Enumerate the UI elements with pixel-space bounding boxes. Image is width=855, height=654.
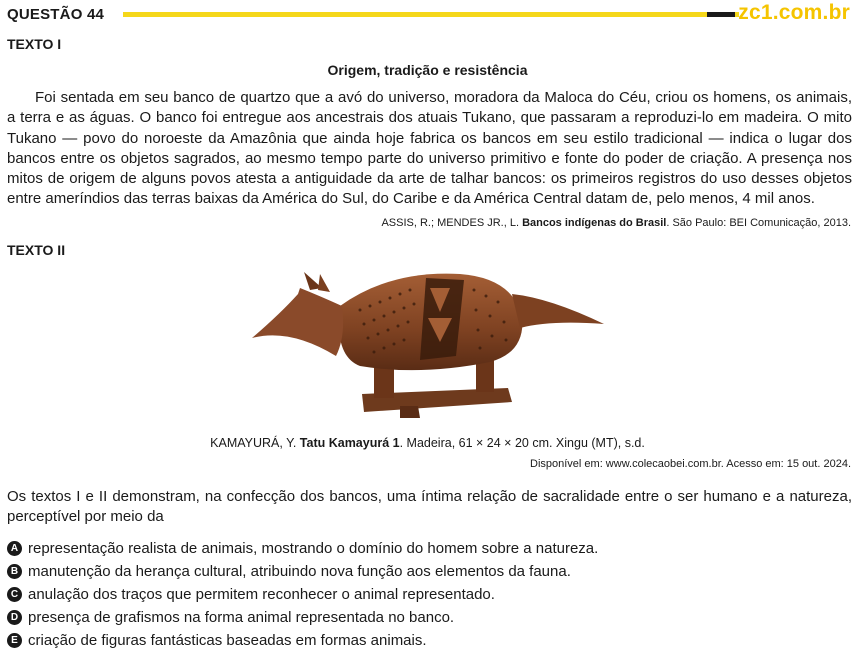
question-stem: Os textos I e II demonstram, na confecção dos bancos, uma íntima relação de sacralidade entre o ser humano e a natureza, perceptível por meio da	[7, 488, 852, 526]
option-e-text: criação de figuras fantásticas baseadas em formas animais.	[28, 632, 427, 649]
option-a-badge: A	[7, 541, 22, 556]
option-d-text: presença de grafismos na forma animal representada no banco.	[28, 609, 455, 626]
armadillo-head	[252, 288, 343, 356]
image-source: Disponível em: www.colecaobei.com.br. Acesso em: 15 out. 2024.	[530, 458, 851, 470]
header	[7, 1, 852, 26]
image-caption	[0, 436, 855, 450]
text1-label: TEXTO I	[7, 36, 62, 52]
armadillo-tail	[512, 294, 604, 328]
answer-options	[7, 537, 852, 652]
caption-details: . Madeira, 61 × 24 × 20 cm. Xingu (MT), s.d.	[399, 436, 645, 450]
site-logo-text[interactable]: zc1.com.br	[738, 1, 850, 24]
option-a-text: representação realista de animais, mostrando o domínio do homem sobre a natureza.	[28, 540, 599, 557]
text1-source	[381, 217, 851, 229]
bench-foot	[400, 406, 420, 418]
caption-author: KAMAYURÁ, Y.	[210, 436, 300, 450]
header-rule	[123, 12, 739, 17]
caption-title: Tatu Kamayurá 1	[299, 436, 400, 450]
source-authors: ASSIS, R.; MENDES JR., L.	[381, 217, 523, 229]
question-number: QUESTÃO 44	[7, 6, 105, 23]
option-c-text: anulação dos traços que permitem reconhecer o animal representado.	[28, 586, 495, 603]
option-e-badge: E	[7, 633, 22, 648]
option-e[interactable]	[7, 629, 852, 652]
text1-title: Origem, tradição e resistência	[327, 62, 528, 78]
source-title: Bancos indígenas do Brasil	[522, 217, 667, 229]
option-c[interactable]	[7, 583, 852, 606]
option-b-text: manutenção da herança cultural, atribuindo nova função aos elementos da fauna.	[28, 563, 571, 580]
armadillo-bench-image	[250, 266, 610, 430]
option-d-badge: D	[7, 610, 22, 625]
text2-label: TEXTO II	[7, 242, 66, 258]
text1-paragraph: Foi sentada em seu banco de quartzo que a avó do universo, moradora da Maloca do Céu, criou os homens, os animais, a terra e as águas. O banco foi entregue aos ancestrais dos atuais Tukano, que passaram a reproduzi-lo em madeira. O mito Tukano — povo do noroeste da Amazônia que ainda hoje fabrica os bancos em seu estilo tradicional — indica o lugar dos bancos entre os objetos sagrados, ao mesmo tempo parte do universo primitivo e fonte do poder de criação. A presença nos mitos de origem de alguns povos atesta a antiguidade da arte de talhar bancos: os primeiros registros do uso desses objetos entre ameríndios das terras baixas da América do Sul, do Caribe e da América Central datam de, pelo menos, 4 mil anos.	[7, 89, 852, 208]
option-b-badge: B	[7, 564, 22, 579]
source-publisher: . São Paulo: BEI Comunicação, 2013.	[666, 217, 851, 229]
header-rule-cap	[707, 12, 735, 17]
option-d[interactable]	[7, 606, 852, 629]
armadillo-ear-2	[318, 274, 330, 292]
option-a[interactable]	[7, 537, 852, 560]
option-b[interactable]	[7, 560, 852, 583]
armadillo-bench-illustration	[250, 266, 610, 430]
option-c-badge: C	[7, 587, 22, 602]
